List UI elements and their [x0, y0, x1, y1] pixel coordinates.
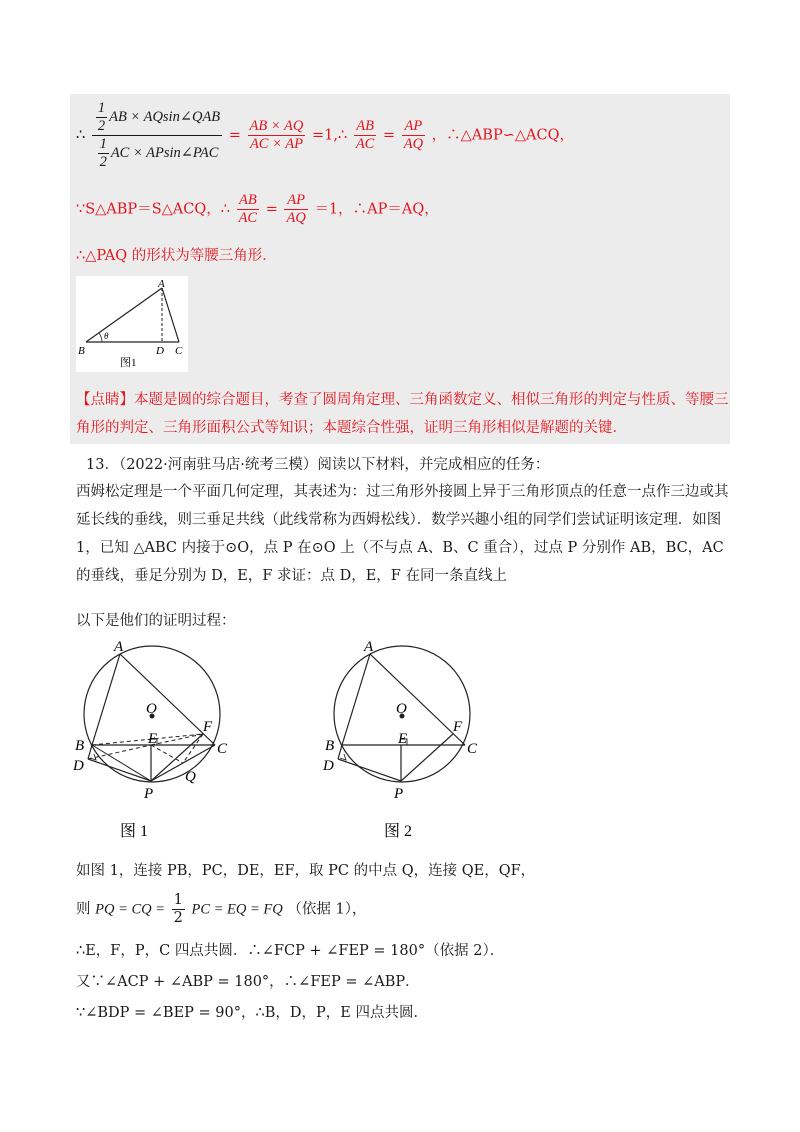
- figure-1: [72, 636, 242, 846]
- solution-line-2: ∵S△ABP＝S△ACQ，∴ $\frac{AB}{AC}$ = $\frac{AP}{AQ}$ ＝1，∴AP＝AQ，: [76, 192, 439, 226]
- fig2-label-c: C: [467, 741, 478, 757]
- fig1-label-c: C: [217, 741, 228, 757]
- small-fig-caption: 图1: [120, 357, 137, 369]
- comment-text: 本题是圆的综合题目，考查了圆周角定理、三角函数定义、相似三角形的判定与性质、等腰三角形的判定、三角形面积公式等知识；本题综合性强，证明三角形相似是解题的关键．: [76, 392, 729, 436]
- comment-label: 【点睛】: [76, 392, 134, 408]
- figure-2-svg: [322, 636, 492, 846]
- fig1-label-d: D: [73, 758, 84, 774]
- proof-line-5: ∵∠BDP = ∠BEP = 90°，∴B，D，P，E 四点共圆．: [76, 1005, 428, 1021]
- problem-paragraph: 西姆松定理是一个平面几何定理，其表述为：过三角形外接圆上异于三角形顶点的任意一点作三边或其延长线的垂线，则三垂足共线（此线常称为西姆松线）．数学兴趣小组的同学们尝试证明该定理．如图 1，已知 △ABC 内接于⊙O，点 P 在⊙O 上（不与点 A、B、C 重合），过点 P 分别作 AB，BC，AC 的垂线，垂足分别为 D，E，F 求证：点 D，E，F 在同一条直线上: [76, 484, 729, 584]
- solution-line-3: ∴△PAQ 的形状为等腰三角形．: [76, 248, 277, 264]
- small-fig-label-a: A: [158, 278, 165, 290]
- proof-line-1: 如图 1，连接 PB，PC，DE，EF，取 PC 的中点 Q，连接 QE，QF，: [76, 863, 536, 879]
- triangle-figure-svg: [76, 276, 188, 372]
- fig1-label-q: Q: [185, 769, 196, 785]
- fig2-label-e: E: [398, 731, 408, 747]
- solution-line-1: ∴ $\frac{1}{2}$ AB × AQsin∠QAB $\frac{1}{2}$ AC × APsin∠PAC = $\frac{AB \times AQ}{AC \times AP}$ =1,∴ $\frac{AB}{AC}$ = $\frac{AP}{AQ}$ ，∴△ABP∽△ACQ，: [76, 100, 574, 170]
- proof-line-4: 又∵∠ACP + ∠ABP = 180°，∴∠FEP = ∠ABP．: [76, 974, 420, 990]
- fig2-label-b: B: [325, 738, 335, 754]
- proof-line-3: ∴E，F，P，C 四点共圆．∴∠FCP + ∠FEP = 180°（依据 2）．: [76, 943, 505, 959]
- problem-paragraph-2: 以下是他们的证明过程：: [76, 613, 236, 629]
- small-triangle-figure: [76, 276, 188, 372]
- small-fig-label-c: C: [175, 345, 183, 357]
- fig2-label-f: F: [453, 719, 463, 735]
- fig1-label-a: A: [114, 639, 124, 655]
- fig2-caption: 图 2: [384, 823, 413, 840]
- fig1-label-e: E: [148, 731, 158, 747]
- fig2-label-d: D: [323, 758, 334, 774]
- small-fig-label-b: B: [78, 345, 85, 357]
- figure-1-svg: [72, 636, 242, 846]
- small-fig-label-d: D: [156, 345, 164, 357]
- solution-comment: [76, 386, 730, 442]
- fig2-label-a: A: [364, 639, 374, 655]
- fig1-label-o: O: [146, 701, 157, 717]
- fig1-label-b: B: [75, 738, 85, 754]
- fig1-label-f: F: [203, 719, 213, 735]
- proof-line-2: 则 PQ = CQ = $\frac{1}{2}$ PC = EQ = FQ （依据 1），: [76, 892, 367, 926]
- problem-header: 13．（2022·河南驻马店·统考三模）阅读以下材料，并完成相应的任务：: [86, 457, 550, 473]
- small-fig-label-theta: θ: [104, 331, 109, 341]
- fig1-label-p: P: [144, 786, 154, 802]
- fig1-caption: 图 1: [120, 823, 149, 840]
- figure-2: [322, 636, 492, 846]
- fig2-label-p: P: [394, 786, 404, 802]
- area-ratio-fraction: $\frac{1}{2}$ AB × AQsin∠QAB $\frac{1}{2}$ AC × APsin∠PAC: [92, 100, 222, 171]
- fig2-label-o: O: [396, 701, 407, 717]
